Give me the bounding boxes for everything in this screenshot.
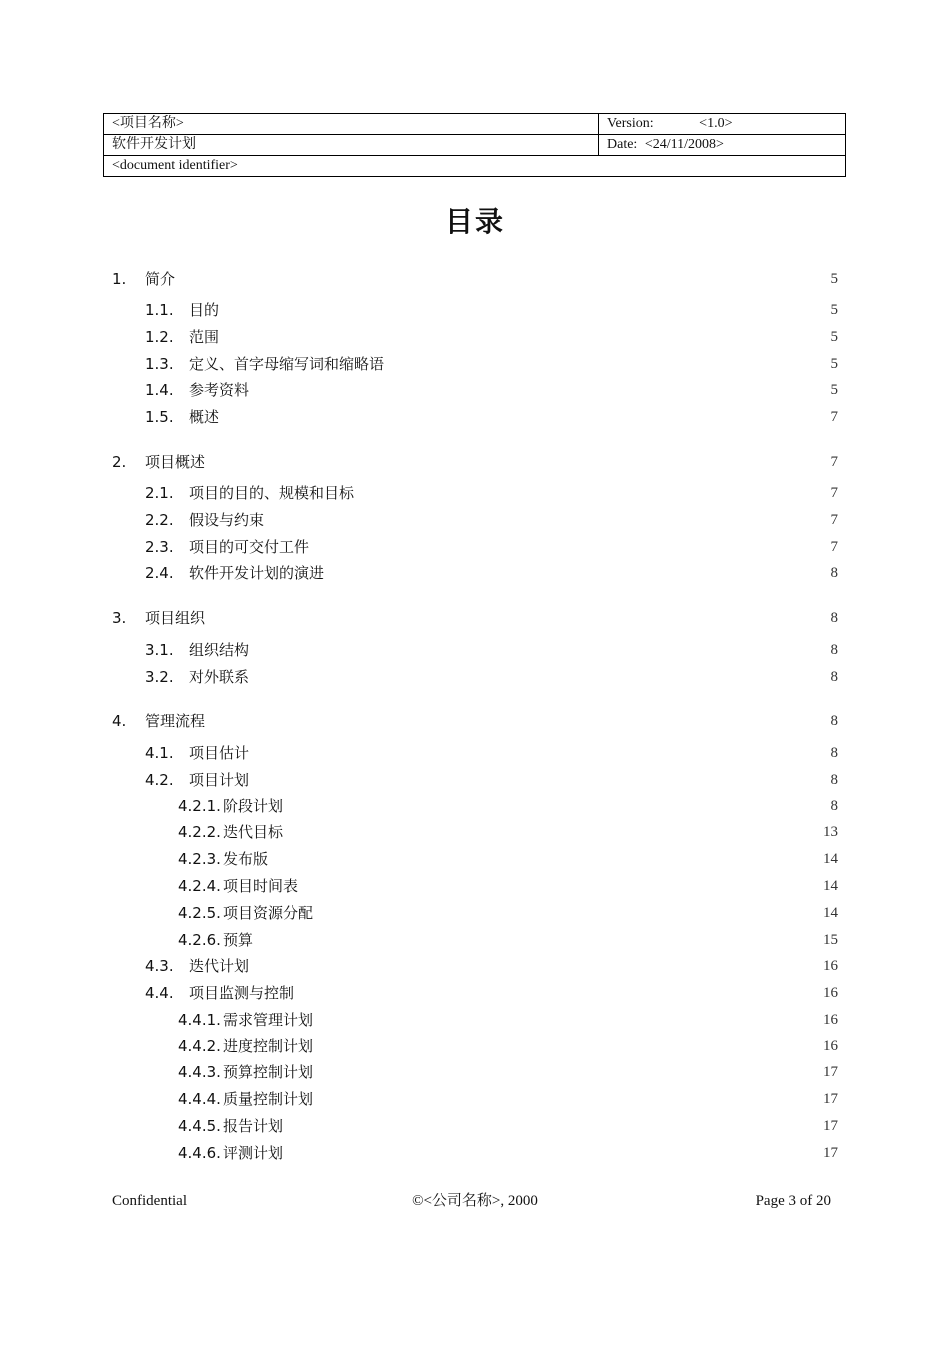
toc-entry-page: 15 [823,932,838,948]
toc-entry-number: 3.2. [145,668,174,686]
toc-entry-text: 概述 [189,408,220,426]
toc-entry-number: 4.1. [145,744,174,762]
toc-entry-page: 8 [830,642,838,658]
toc-entry-page: 14 [823,851,838,867]
project-name-cell: <项目名称> [104,114,599,135]
toc-entry-number: 4.2.6. [178,931,221,949]
footer-page-number: Page 3 of 20 [755,1193,831,1209]
toc-entry-page: 5 [830,302,838,318]
toc-entry-text: 项目监测与控制 [189,984,295,1002]
toc-entry[interactable] [0,267,950,291]
toc-entry-text: 假设与约束 [189,511,265,529]
toc-entry[interactable] [0,874,950,898]
toc-entry[interactable] [0,981,950,1005]
toc-entry-text: 项目的目的、规模和目标 [189,484,355,502]
toc-entry[interactable] [0,535,950,559]
toc-entry-page: 17 [823,1118,838,1134]
toc-entry-number: 4.2.5. [178,904,221,922]
toc-entry[interactable] [0,709,950,733]
toc-entry-text: 管理流程 [145,712,206,730]
toc-entry-number: 4.4. [145,984,174,1002]
toc-entry-page: 8 [830,798,838,814]
toc-entry-text: 软件开发计划的演进 [189,564,325,582]
toc-entry-page: 5 [830,271,838,287]
toc-entry-number: 4.4.4. [178,1090,221,1108]
toc-entry-text: 评测计划 [223,1144,284,1162]
toc-entry-text: 项目概述 [145,453,206,471]
toc-entry-text: 质量控制计划 [223,1090,314,1108]
toc-entry[interactable] [0,1060,950,1084]
toc-entry-page: 16 [823,985,838,1001]
toc-entry-text: 发布版 [223,850,269,868]
toc-entry-number: 4. [112,712,127,730]
toc-entry-text: 定义、首字母缩写词和缩略语 [189,355,385,373]
toc-entry[interactable] [0,378,950,402]
toc-entry[interactable] [0,508,950,532]
toc-entry[interactable] [0,1034,950,1058]
toc-entry[interactable] [0,1141,950,1165]
toc-entry-number: 2. [112,453,127,471]
footer-copyright: ©<公司名称>, 2000 [412,1193,538,1209]
toc-entry-text: 参考资料 [189,381,250,399]
document-header-table [103,113,846,177]
toc-entry-number: 4.4.2. [178,1037,221,1055]
toc-entry-text: 需求管理计划 [223,1011,314,1029]
toc-entry-number: 4.2.1. [178,797,221,815]
toc-entry-text: 项目估计 [189,744,250,762]
toc-entry-page: 8 [830,745,838,761]
toc-entry-text: 预算控制计划 [223,1063,314,1081]
toc-entry-number: 2.3. [145,538,174,556]
toc-entry-page: 8 [830,565,838,581]
toc-entry-number: 2.1. [145,484,174,502]
toc-entry-page: 7 [830,512,838,528]
toc-entry[interactable] [0,352,950,376]
toc-entry[interactable] [0,325,950,349]
toc-entry-page: 17 [823,1091,838,1107]
toc-entry-page: 13 [823,824,838,840]
toc-entry-text: 项目组织 [145,609,206,627]
toc-entry-number: 4.4.1. [178,1011,221,1029]
toc-entry-text: 进度控制计划 [223,1037,314,1055]
toc-entry[interactable] [0,638,950,662]
toc-entry-page: 17 [823,1064,838,1080]
date-cell [599,135,846,156]
toc-entry-page: 16 [823,958,838,974]
toc-entry-text: 报告计划 [223,1117,284,1135]
toc-entry[interactable] [0,928,950,952]
toc-entry-number: 4.2.3. [178,850,221,868]
toc-entry[interactable] [0,481,950,505]
version-value: <1.0> [699,116,733,131]
toc-entry[interactable] [0,298,950,322]
toc-entry-number: 1.4. [145,381,174,399]
toc-entry[interactable] [0,405,950,429]
version-cell [599,114,846,135]
toc-entry-number: 1.1. [145,301,174,319]
toc-entry-text: 范围 [189,328,220,346]
toc-entry-page: 5 [830,382,838,398]
toc-entry[interactable] [0,1087,950,1111]
toc-entry-number: 4.2.2. [178,823,221,841]
toc-entry[interactable] [0,561,950,585]
footer-confidential: Confidential [112,1193,187,1209]
toc-entry-text: 迭代目标 [223,823,284,841]
toc-entry[interactable] [0,450,950,474]
toc-entry-page: 16 [823,1038,838,1054]
toc-entry-number: 1. [112,270,127,288]
toc-entry-number: 4.2. [145,771,174,789]
toc-entry-page: 14 [823,905,838,921]
toc-entry-page: 8 [830,669,838,685]
toc-entry-page: 7 [830,485,838,501]
toc-entry-page: 17 [823,1145,838,1161]
toc-entry[interactable] [0,768,950,792]
toc-entry-number: 4.4.5. [178,1117,221,1135]
toc-entry-text: 预算 [223,931,254,949]
toc-entry-page: 5 [830,356,838,372]
toc-entry[interactable] [0,741,950,765]
toc-entry[interactable] [0,1114,950,1138]
toc-entry[interactable] [0,901,950,925]
toc-entry-number: 4.4.3. [178,1063,221,1081]
toc-entry-page: 7 [830,409,838,425]
toc-entry-number: 3. [112,609,127,627]
toc-entry-text: 目的 [189,301,220,319]
toc-entry-number: 4.2.4. [178,877,221,895]
toc-entry[interactable] [0,847,950,871]
toc-title: 目录 [444,205,505,238]
toc-entry-page: 7 [830,454,838,470]
toc-entry-page: 5 [830,329,838,345]
toc-entry-page: 7 [830,539,838,555]
doc-identifier-cell: <document identifier> [104,156,846,177]
toc-entry-number: 4.4.6. [178,1144,221,1162]
toc-entry-number: 1.5. [145,408,174,426]
doc-title-cell: 软件开发计划 [104,135,599,156]
toc-entry-text: 阶段计划 [223,797,284,815]
toc-entry-number: 3.1. [145,641,174,659]
toc-entry-text: 项目时间表 [223,877,299,895]
toc-entry-number: 1.2. [145,328,174,346]
toc-entry[interactable] [0,954,950,978]
toc-entry-text: 简介 [145,270,176,288]
toc-entry-page: 8 [830,610,838,626]
toc-entry-number: 1.3. [145,355,174,373]
toc-entry-page: 8 [830,772,838,788]
toc-entry-text: 组织结构 [189,641,250,659]
toc-entry-number: 2.2. [145,511,174,529]
toc-entry-number: 4.3. [145,957,174,975]
toc-entry-text: 项目资源分配 [223,904,314,922]
toc-entry[interactable] [0,794,950,818]
toc-entry-page: 8 [830,713,838,729]
toc-entry[interactable] [0,606,950,630]
toc-entry[interactable] [0,820,950,844]
toc-entry-number: 2.4. [145,564,174,582]
toc-entry-text: 对外联系 [189,668,250,686]
date-value: <24/11/2008> [644,137,724,152]
toc-entry[interactable] [0,665,950,689]
toc-entry-text: 项目的可交付工件 [189,538,310,556]
toc-entry-page: 16 [823,1012,838,1028]
toc-entry[interactable] [0,1008,950,1032]
toc-entry-text: 迭代计划 [189,957,250,975]
date-label: Date: [607,137,638,152]
toc-entry-text: 项目计划 [189,771,250,789]
version-label: Version: [607,116,654,131]
toc-entry-page: 14 [823,878,838,894]
